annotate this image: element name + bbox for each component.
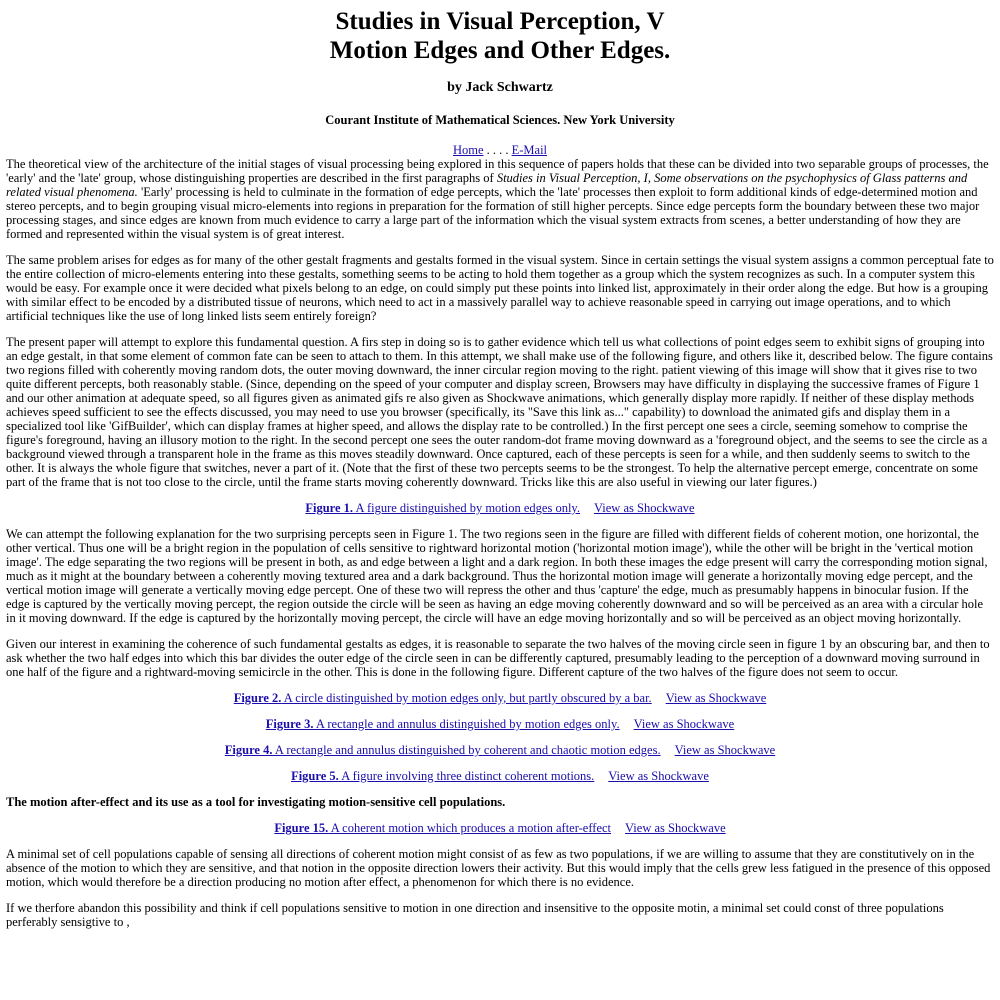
figure-2-link[interactable] (234, 691, 652, 705)
figure-4-caption: A rectangle and annulus distinguished by coherent and chaotic motion edges. (272, 743, 661, 757)
title-line-2: Motion Edges and Other Edges. (329, 37, 671, 64)
figure-1-label: Figure 1. (305, 501, 354, 515)
figure-4-label: Figure 4. (224, 743, 273, 757)
figure-3-link-row (6, 717, 994, 731)
paragraph-figure-1-description: The present paper will attempt to explore this fundamental question. A firs step in doing so is to gather evidence which tell us what collections of point edges seem to exhibit signs of grouping into an edge gestalt, in that some element of common fate can be seen to attach to them. In this attempt, we shall make use of the following figure, and others like it, described below. The figure contains two regions filled with coherently moving random dots, the outer moving downward, the inner circular region moving to the right. patient viewing of this image will show that it gives rise to two quite different percepts, both reasonably stable. (Since, depending on the speed of your computer and display screen, Browsers may have difficulty in displaying the successive frames of Figure 1 and our other animation at adequate speed, so all figures given as animated gifs re also given as Shockwave animations, which generally display more rapidly. If neither of these display methods achieves speed sufficient to see the effects discussed, you may need to use you browser (specifically, its "Save this link as..." capability) to download the animated gifs and display them in a specialized tool like 'GifBuilder', which can display frames at higher speed, and allows the display rate to be controlled.) In the first percept one sees a circle, seeming somehow to comprise the figure's foreground, having an illusory motion to the right. In the second percept one sees the outer random-dot frame moving downward as a 'foreground object, and the seems to see the circle as a background viewed through a transparent hole in the frame as this moves steadily downward. Once captured, each of these percepts is seen for a while, and then suddenly seems to switch to the other. It is always the whole figure that switches, never a part of it. (Note that the first of these two percepts seems to be the strongest. To help the alternative percept emerge, concentrate on some part of the frame that is not too close to the circle, until the frame starts moving coherently downward. Tricks like this are also useful in viewing our later figures.) (6, 335, 993, 489)
referenced-paper-title: Studies in Visual Perception, I, Some observations on the psychophysics of Glass patterns and related visual phenomena. (6, 171, 968, 199)
paragraph-explanation: We can attempt the following explanation for the two surprising percepts seen in Figure 1. The two regions seen in the figure are filled with different fields of coherent motion, one horizontal, the other vertical. Thus one will be a bright region in the population of cells sensitive to rightward horizontal motion ('horizontal motion image'), while the other will be bright in the 'vertical motion image'. The edge separating the two regions will be present in both, as and edge between a light and a dark region. In both these images the edge present will carry the corresponding motion signal, much as it might at the boundary between a coherently moving textured area and a dark background. Thus the horizontal motion image will generate a horizontally moving edge percept, and the vertical motion image will generate a vertically moving edge percept. One of these two will repress the other and thus 'capture' the edge, much as presumably happens in binocular fusion. If the edge is captured by the vertically moving percept, the region outside the circle will be seen as having an edge moving coherently downward and so will be perceived as an area with a circular hole in it moving downward. If the edge is captured by the horizontally moving percept, the circle will have an edge moving horizontally and so will be perceived as an object moving horizontally. (6, 527, 988, 625)
figure-1-link-row (6, 501, 994, 515)
figure-5-label: Figure 5. (291, 769, 339, 783)
nav-separator: . . . . (483, 143, 512, 157)
figure-1-link[interactable] (305, 501, 580, 515)
figure-3-label: Figure 3. (265, 717, 314, 731)
figure-3-shockwave-link[interactable]: View as Shockwave (633, 717, 735, 731)
figure-5-link-row (6, 769, 994, 783)
paragraph-grouping-problem: The same problem arises for edges as for many of the other gestalt fragments and gestalts formed in the visual system. Since in certain settings the visual system assigns a common perceptual fate to the entire collection of micro-elements entering into these gestalts, something seems to be acting to hold them together as a group which the system recognizes as such. In a computer system this would be easy. For example once it were decided what pixels belong to an edge, on could simply put these points into linked list, approximately in their order along the edge. But how is a grouping with similar effect to be encoded by a distributed tissue of neurons, which need to act in a massively parallel way to achieve reasonable speed in carrying out image operations, and to which artificial techniques like the use of long linked lists seem entirely foreign? (6, 253, 994, 323)
paragraph-three-populations: If we therfore abandon this possibility and think if cell populations sensitive to motion in one direction and insensitive to the opposite motin, a minimal set could const of three populations perferably sensigtive to , (6, 901, 944, 929)
figure-15-link[interactable] (274, 821, 611, 835)
home-link[interactable]: Home (452, 143, 484, 157)
author-byline: by Jack Schwartz (447, 80, 553, 95)
figure-4-link[interactable] (225, 743, 661, 757)
figure-4-shockwave-link[interactable]: View as Shockwave (674, 743, 776, 757)
figure-2-label: Figure 2. (233, 691, 282, 705)
figure-4-link-row (6, 743, 994, 757)
paragraph-intro (6, 157, 994, 241)
title-line-1: Studies in Visual Perception, V (335, 8, 665, 35)
figure-15-link-row (6, 821, 994, 835)
institution: Courant Institute of Mathematical Sciences. New York University (325, 113, 675, 127)
page-title (6, 6, 994, 65)
figure-2-link-row (6, 691, 994, 705)
section-heading-motion-after-effect: The motion after-effect and its use as a tool for investigating motion-sensitive cell populations. (6, 795, 506, 809)
paragraph-intro-part-1: The theoretical view of the architecture of the initial stages of visual processing being explored in this sequence of papers holds that these can be divided into two separable groups of processes, the 'early' and the 'late' group, whose distinguishing properties are described in the first paragraphs of (6, 157, 989, 185)
email-link[interactable]: E-Mail (511, 143, 548, 157)
figure-15-shockwave-link[interactable]: View as Shockwave (625, 821, 726, 835)
figure-2-shockwave-link[interactable]: View as Shockwave (665, 691, 767, 705)
paragraph-intro-part-2: 'Early' processing is held to culminate in the formation of edge percepts, which the 'late' processes then exploit to form additional kinds of edge-determined motion and stereo percepts, and to begin grouping visual micro-elements into regions in preparation for the formation of still higher percepts. Since edge percepts form the boundary between these two major processing stages, and since edges are known from much evidence to carry a large part of the information which the visual system extracts from scenes, a better understanding of how they are formed and represented within the visual system is of great interest. (6, 185, 980, 241)
figure-1-caption: A figure distinguished by motion edges only. (353, 501, 580, 515)
paragraph-obscuring-bar: Given our interest in examining the coherence of such fundamental gestalts as edges, it is reasonable to separate the two halves of the moving circle seen in figure 1 by an obscuring bar, and then to ask whether the two half edges into which this bar divides the outer edge of the circle seen in can be differently captured, presumably leading to the perception of a downward moving surround in one half of the figure and a rightward-moving semicircle in the other. This is done in the following figure. Different capture of the two halves of the figure does not seem to occur. (6, 637, 990, 679)
figure-5-link[interactable] (291, 769, 594, 783)
figure-1-shockwave-link[interactable]: View as Shockwave (594, 501, 695, 515)
figure-5-caption: A figure involving three distinct coherent motions. (338, 769, 595, 783)
figure-15-caption: A coherent motion which produces a motion after-effect (328, 821, 612, 835)
figure-3-link[interactable] (266, 717, 620, 731)
nav-links (6, 143, 994, 157)
figure-15-label: Figure 15. (274, 821, 329, 835)
figure-3-caption: A rectangle and annulus distinguished by motion edges only. (313, 717, 620, 731)
figure-5-shockwave-link[interactable]: View as Shockwave (608, 769, 709, 783)
figure-2-caption: A circle distinguished by motion edges only, but partly obscured by a bar. (281, 691, 652, 705)
paragraph-cell-populations: A minimal set of cell populations capable of sensing all directions of coherent motion might consist of as few as two populations, if we are willing to assume that they are constitutively on in the absence of the motion to which they are sensitive, and that notion in the opposite direction lowers their activity. But this would imply that the cells grew less fatigued in the presence of this opposed motion, which would therefore be a direction producing no motion after effect, a phenomenon for which there is no evidence. (6, 847, 991, 889)
